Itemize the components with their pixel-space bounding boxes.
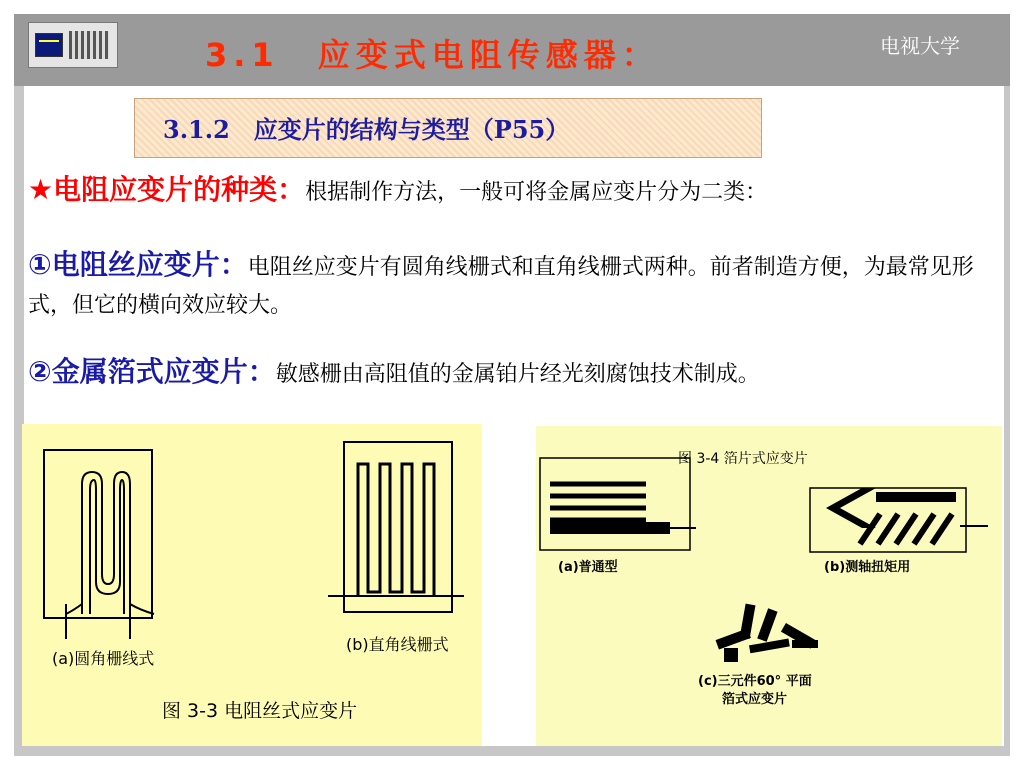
wire-paragraph <box>28 246 998 325</box>
types-lead: ★电阻应变片的种类： <box>28 173 306 206</box>
types-line <box>28 168 767 208</box>
foil-text: 敏感栅由高阻值的金属铂片经光刻腐蚀技术制成。 <box>275 362 760 387</box>
figure-right-caption: 图 3-4 箔片式应变片 <box>678 451 808 467</box>
label-c-rosette-line2: 箔式应变片 <box>722 692 788 707</box>
foil-line <box>28 350 760 390</box>
wire-lead: ①电阻丝应变片： <box>28 248 248 281</box>
label-b-torque: (b)测轴扭矩用 <box>824 560 911 575</box>
wire-text: 电阻丝应变片有圆角线栅式和直角线栅式两种。前者制造方便，为最常见形式，但它的横向效应较大。 <box>28 255 974 318</box>
instrument-logo-icon <box>28 22 118 68</box>
figure-left-caption: 图 3-3 电阻丝式应变片 <box>162 700 358 722</box>
slide-title: 3.1 应变式电阻传感器： <box>205 36 660 74</box>
label-a-ordinary: (a)普通型 <box>558 560 618 575</box>
label-c-rosette-line1: (c)三元件60° 平面 <box>698 674 812 689</box>
figure-wire-gauge <box>22 424 482 746</box>
section-heading: 3.1.2 应变片的结构与类型（P55） <box>163 115 570 144</box>
types-text: 根据制作方法，一般可将金属应变片分为二类： <box>305 180 768 205</box>
figure-foil-gauge <box>536 426 1002 746</box>
label-b-right-grid: (b)直角线栅式 <box>346 635 449 654</box>
label-a-round-grid: (a)圆角栅线式 <box>52 649 155 668</box>
foil-lead: ②金属箔式应变片： <box>28 355 276 388</box>
university-name: 电视大学 <box>880 36 960 58</box>
